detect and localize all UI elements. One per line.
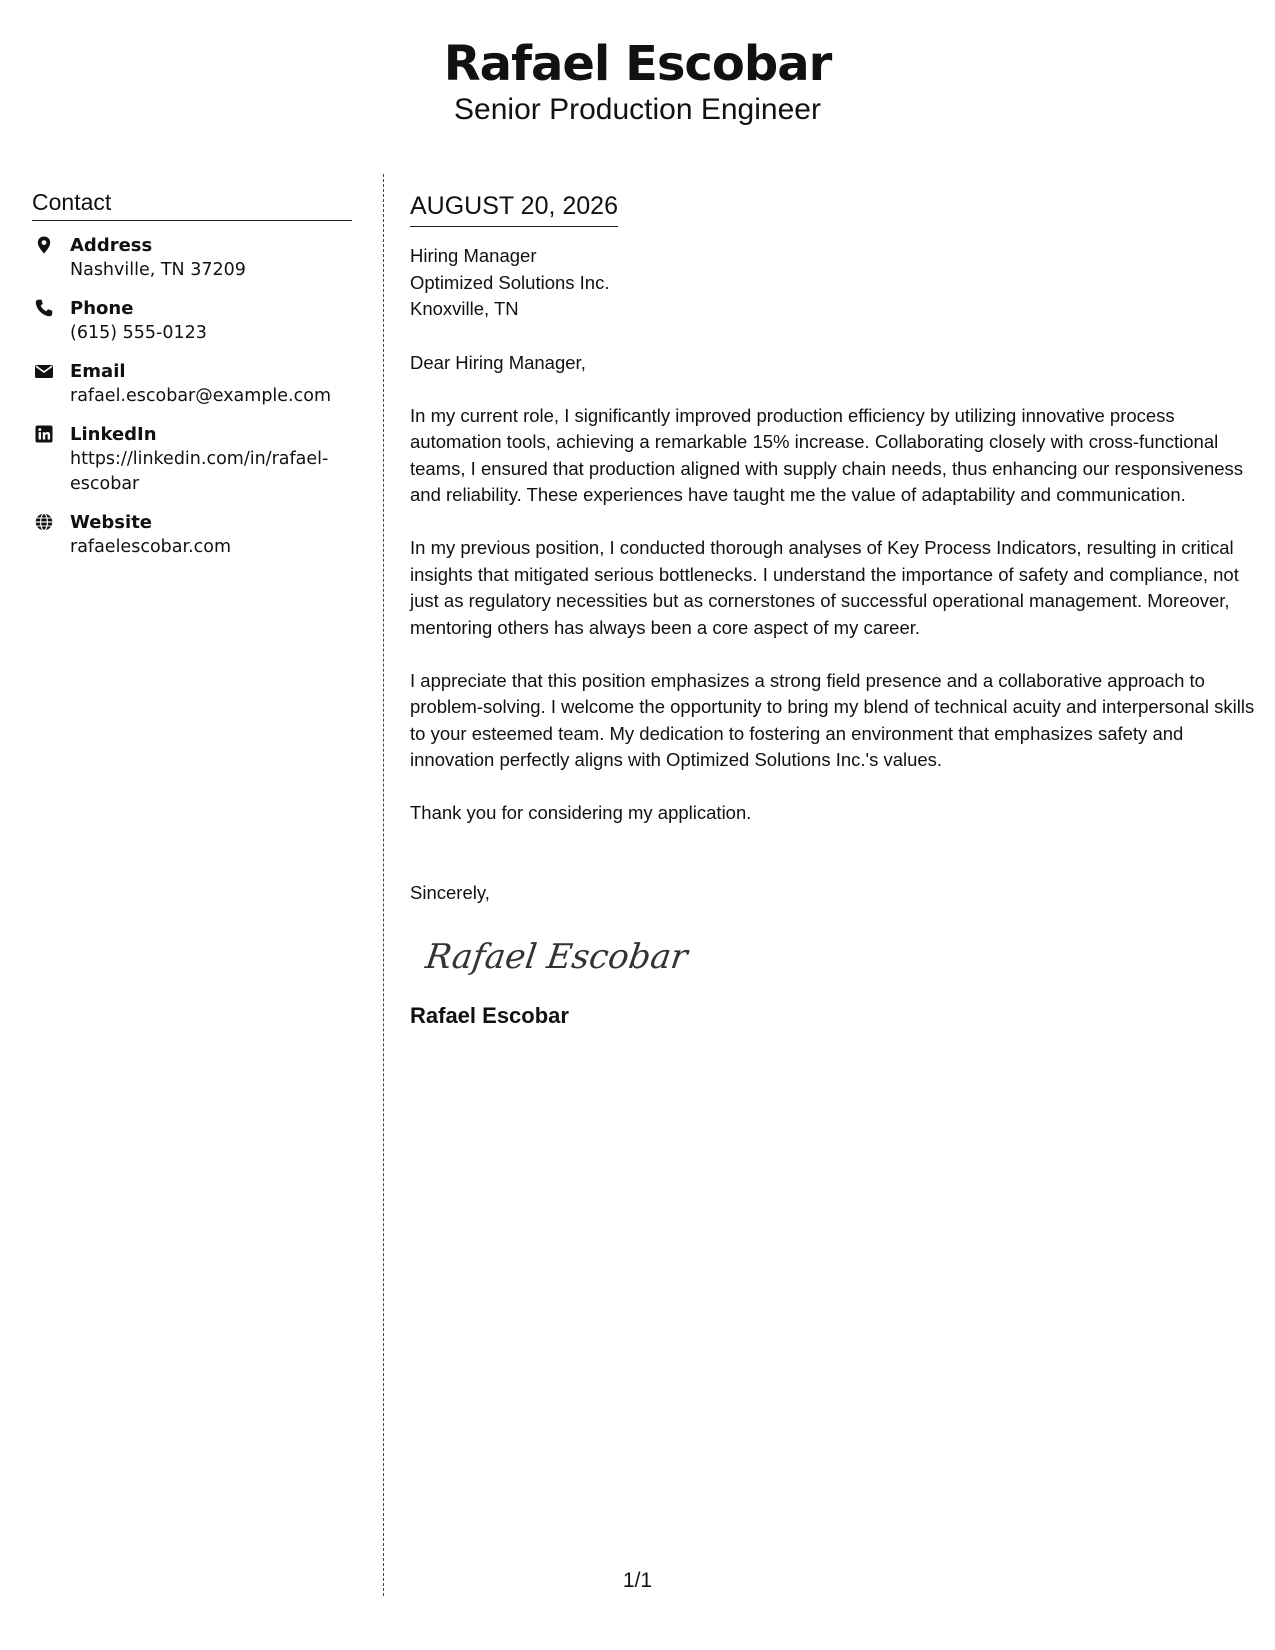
globe-icon [34, 512, 54, 532]
recipient-name: Hiring Manager [410, 245, 537, 266]
phone-icon [34, 298, 54, 318]
website-value[interactable]: rafaelescobar.com [70, 537, 232, 557]
contact-label: LinkedIn [70, 424, 157, 445]
contact-list [32, 233, 352, 560]
applicant-title: Senior Production Engineer [454, 93, 821, 126]
contact-label: Email [70, 361, 126, 382]
recipient-block [410, 243, 1255, 323]
envelope-icon [34, 361, 54, 381]
handwritten-signature [423, 928, 691, 984]
applicant-name: Rafael Escobar [443, 36, 832, 92]
address-value: Nashville, TN 37209 [70, 260, 246, 280]
closing: Sincerely, [410, 881, 490, 903]
letter-body [410, 190, 1255, 1030]
body-paragraph: Thank you for considering my application. [410, 802, 752, 823]
signature-text: Rafael Escobar [423, 937, 691, 977]
contact-label: Phone [70, 298, 134, 319]
linkedin-value[interactable]: https://linkedin.com/in/rafael-escobar [70, 449, 329, 494]
email-value[interactable]: rafael.escobar@example.com [70, 386, 331, 406]
body-paragraph: In my current role, I significantly improved production efficiency by utilizing innovative process automation tools, achieving a remarkable 15% increase. Collaborating closely with cross-functional teams, I ensured that production aligned with supply chain needs, thus enhancing our responsiveness and reliability. These experiences have taught me the value of adaptability and communication. [410, 404, 1244, 505]
contact-item-linkedin [32, 422, 352, 497]
column-divider [383, 174, 384, 1596]
map-pin-icon [34, 235, 54, 255]
letter-date: AUGUST 20, 2026 [410, 190, 618, 227]
contact-sidebar [32, 188, 352, 573]
contact-item-website [32, 510, 352, 560]
body-paragraph: I appreciate that this position emphasizes a strong field presence and a collaborative approach to problem-solving. I welcome the opportunity to bring my blend of technical acuity and interpersonal skills to your esteemed team. My dedication to fostering an environment that emphasizes safety and innovation perfectly aligns with Optimized Solutions Inc.'s values. [410, 669, 1255, 770]
letter-header [0, 34, 1275, 128]
phone-value: (615) 555-0123 [70, 323, 207, 343]
linkedin-icon [34, 424, 54, 444]
page-number: 1/1 [622, 1569, 653, 1592]
contact-label: Website [70, 512, 153, 533]
recipient-location: Knoxville, TN [410, 298, 519, 319]
contact-item-email [32, 359, 352, 409]
body-paragraph: In my previous position, I conducted thorough analyses of Key Process Indicators, resulting in critical insights that mitigated serious bottlenecks. I understand the importance of safety and compliance, not just as regulatory necessities but as cornerstones of successful operational management. Moreover, mentoring others has always been a core aspect of my career. [410, 537, 1239, 638]
recipient-company: Optimized Solutions Inc. [410, 271, 610, 293]
greeting: Dear Hiring Manager, [410, 351, 586, 373]
contact-item-address [32, 233, 352, 283]
contact-label: Address [70, 235, 153, 256]
contact-heading: Contact [32, 188, 352, 221]
contact-item-phone [32, 296, 352, 346]
signed-name: Rafael Escobar [410, 1003, 569, 1028]
